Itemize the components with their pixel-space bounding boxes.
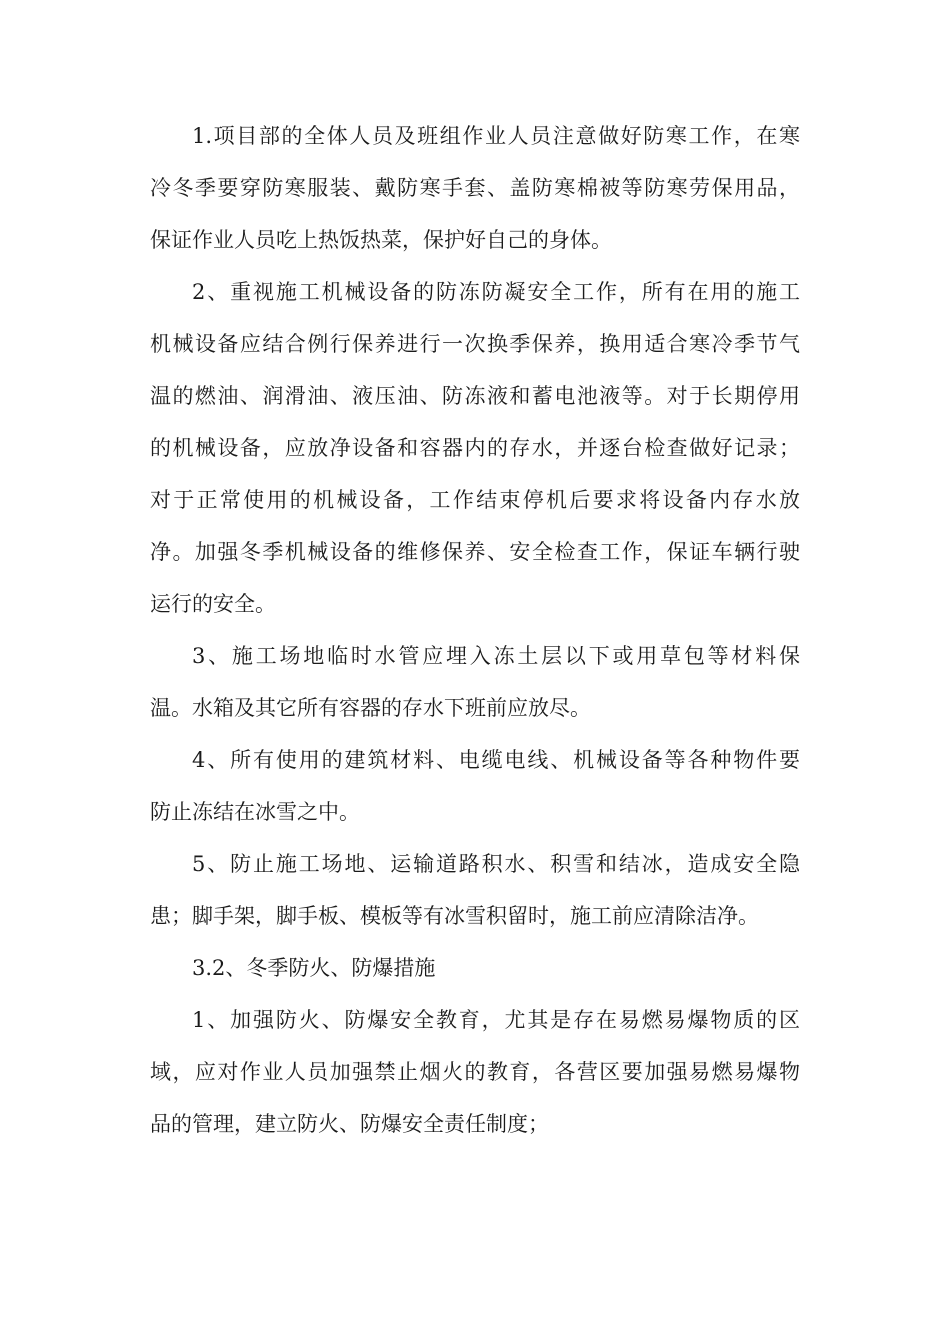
text-line: 的机械设备，应放净设备和容器内的存水，并逐台检查做好记录； [150, 436, 800, 460]
text-line: 2、重视施工机械设备的防冻防凝安全工作，所有在用的施工 [192, 280, 800, 304]
section-heading: 3.2、冬季防火、防爆措施 [192, 956, 436, 980]
text-line: 3、施工场地临时水管应埋入冻土层以下或用草包等材料保 [192, 644, 800, 668]
text-line: 品的管理，建立防火、防爆安全责任制度； [150, 1112, 549, 1136]
section-heading-fire-explosion [150, 942, 800, 994]
text-line: 4、所有使用的建筑材料、电缆电线、机械设备等各种物件要 [192, 748, 800, 772]
text-line: 患；脚手架，脚手板、模板等有冰雪积留时，施工前应清除洁净。 [150, 904, 759, 928]
text-line: 机械设备应结合例行保养进行一次换季保养，换用适合寒冷季节气 [150, 332, 800, 356]
text-line: 对于正常使用的机械设备，工作结束停机后要求将设备内存水放 [150, 488, 800, 512]
text-line: 温的燃油、润滑油、液压油、防冻液和蓄电池液等。对于长期停用 [150, 384, 800, 408]
text-line: 温。水箱及其它所有容器的存水下班前应放尽。 [150, 696, 591, 720]
text-line: 净。加强冬季机械设备的维修保养、安全检查工作，保证车辆行驶 [150, 540, 800, 564]
paragraph-fire-education [150, 994, 800, 1150]
paragraph-materials [150, 734, 800, 838]
text-line: 运行的安全。 [150, 592, 276, 616]
paragraph-water-pipes [150, 630, 800, 734]
paragraph-machinery-antifreeze [150, 266, 800, 630]
paragraph-site-ice [150, 838, 800, 942]
text-line: 5、防止施工场地、运输道路积水、积雪和结冰，造成安全隐 [192, 852, 800, 876]
text-line: 1、加强防火、防爆安全教育，尤其是存在易燃易爆物质的区 [192, 1008, 800, 1032]
text-line: 防止冻结在冰雪之中。 [150, 800, 360, 824]
text-line: 1.项目部的全体人员及班组作业人员注意做好防寒工作，在寒 [192, 124, 800, 148]
text-line: 域，应对作业人员加强禁止烟火的教育，各营区要加强易燃易爆物 [150, 1060, 800, 1084]
text-line: 保证作业人员吃上热饭热菜，保护好自己的身体。 [150, 228, 612, 252]
paragraph-cold-protection [150, 110, 800, 266]
document-body [150, 110, 800, 1150]
text-line: 冷冬季要穿防寒服装、戴防寒手套、盖防寒棉被等防寒劳保用品， [150, 176, 800, 200]
